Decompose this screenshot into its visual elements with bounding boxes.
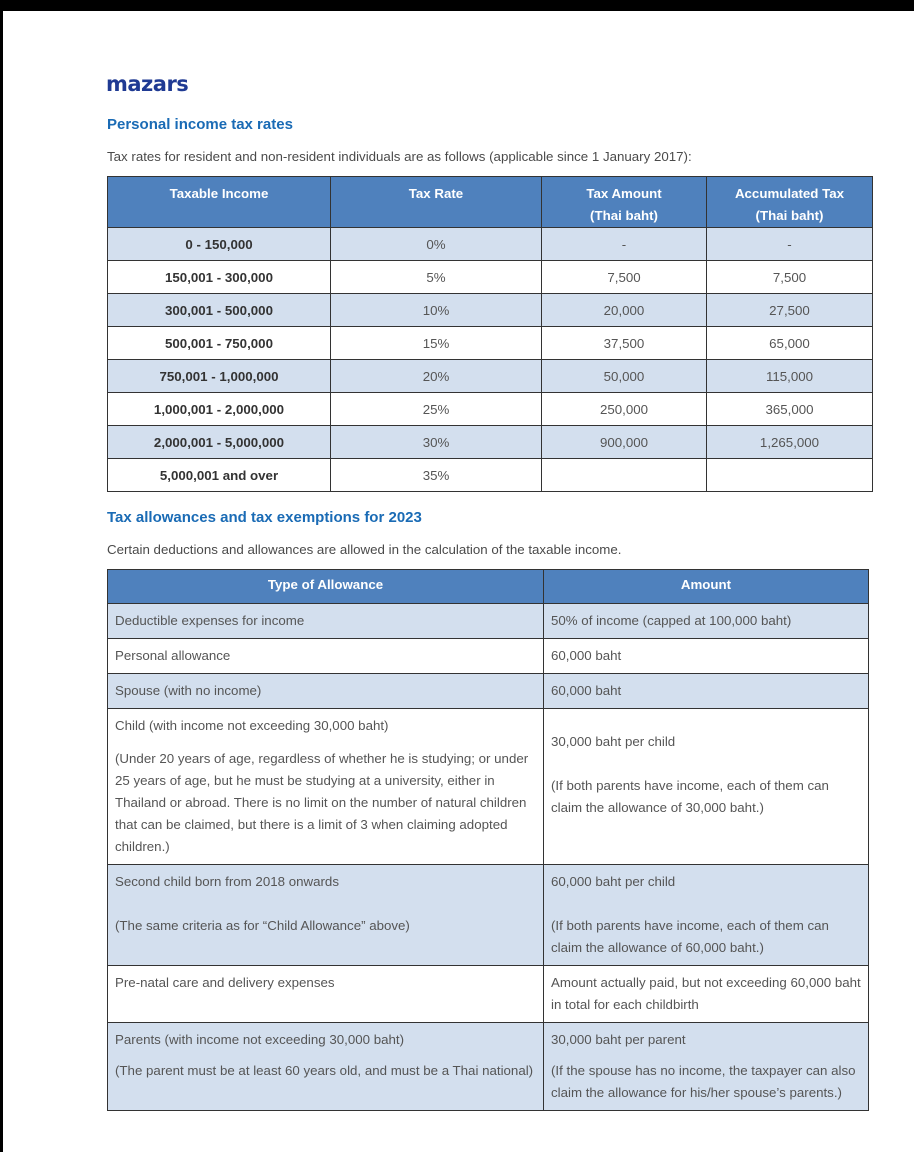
- table-row: 1,000,001 - 2,000,000 25% 250,000 365,000: [108, 393, 873, 426]
- allowance-type-note: (The same criteria as for “Child Allowance” above): [115, 918, 410, 933]
- table-row: Pre-natal care and delivery expenses Amount actually paid, but not exceeding 60,000 baht in total for each childbirth: [108, 966, 869, 1023]
- allowance-amount-note: (If both parents have income, each of them can claim the allowance of 30,000 baht.): [551, 778, 829, 815]
- allowances-title: Tax allowances and tax exemptions for 2023: [107, 509, 422, 526]
- table-row: 750,001 - 1,000,000 20% 50,000 115,000: [108, 360, 873, 393]
- header-accumulated-tax: Accumulated Tax (Thai baht): [707, 177, 873, 228]
- allowances-table: [107, 569, 869, 1111]
- table-row: 500,001 - 750,000 15% 37,500 65,000: [108, 327, 873, 360]
- table-row: 150,001 - 300,000 5% 7,500 7,500: [108, 261, 873, 294]
- table-row: Spouse (with no income) 60,000 baht: [108, 674, 869, 709]
- tax-rates-header-row: [108, 177, 873, 228]
- allowance-type: Parents (with income not exceeding 30,000 baht): [115, 1032, 405, 1047]
- table-row: 2,000,001 - 5,000,000 30% 900,000 1,265,000: [108, 426, 873, 459]
- header-taxable-income: Taxable Income: [108, 177, 331, 228]
- table-row: [108, 709, 869, 865]
- left-black-bar: [0, 0, 3, 1152]
- table-row: 300,001 - 500,000 10% 20,000 27,500: [108, 294, 873, 327]
- allowance-amount: 60,000 baht per child: [551, 874, 676, 889]
- top-black-bar: [0, 0, 914, 11]
- table-row: [108, 865, 869, 966]
- tax-rates-intro: Tax rates for resident and non-resident individuals are as follows (applicable since 1 January 2017):: [107, 149, 692, 164]
- allowances-header-row: [108, 570, 869, 604]
- allowance-amount: 30,000 baht per parent: [551, 1032, 686, 1047]
- allowance-amount-note: (If both parents have income, each of them can claim the allowance of 60,000 baht.): [551, 918, 829, 955]
- allowance-amount-note: (If the spouse has no income, the taxpayer can also claim the allowance for his/her spouse’s parents.): [551, 1063, 856, 1100]
- allowance-type: Child (with income not exceeding 30,000 baht): [115, 718, 389, 733]
- header-type-of-allowance: Type of Allowance: [108, 570, 544, 604]
- table-row: 0 - 150,000 0% - -: [108, 228, 873, 261]
- allowances-intro: Certain deductions and allowances are allowed in the calculation of the taxable income.: [107, 542, 622, 557]
- allowance-type-note: (Under 20 years of age, regardless of whether he is studying; or under 25 years of age, but he must be studying at a university, either in Thailand or abroad. There is no limit on the number of natural children that can be claimed, but there is a limit of 3 when claiming adopted children.): [115, 751, 529, 854]
- allowance-amount: 30,000 baht per child: [551, 734, 676, 749]
- header-amount: Amount: [544, 570, 869, 604]
- header-tax-amount: Tax Amount (Thai baht): [542, 177, 707, 228]
- tax-rates-title: Personal income tax rates: [107, 116, 293, 133]
- mazars-logo: mazars: [106, 72, 189, 96]
- header-tax-rate: Tax Rate: [331, 177, 542, 228]
- table-row: Deductible expenses for income 50% of income (capped at 100,000 baht): [108, 604, 869, 639]
- allowance-type: Second child born from 2018 onwards: [115, 874, 339, 889]
- table-row: 5,000,001 and over 35%: [108, 459, 873, 492]
- tax-rates-table: [107, 176, 873, 492]
- allowance-type-note: (The parent must be at least 60 years old, and must be a Thai national): [115, 1063, 534, 1078]
- table-row: [108, 1023, 869, 1111]
- table-row: Personal allowance 60,000 baht: [108, 639, 869, 674]
